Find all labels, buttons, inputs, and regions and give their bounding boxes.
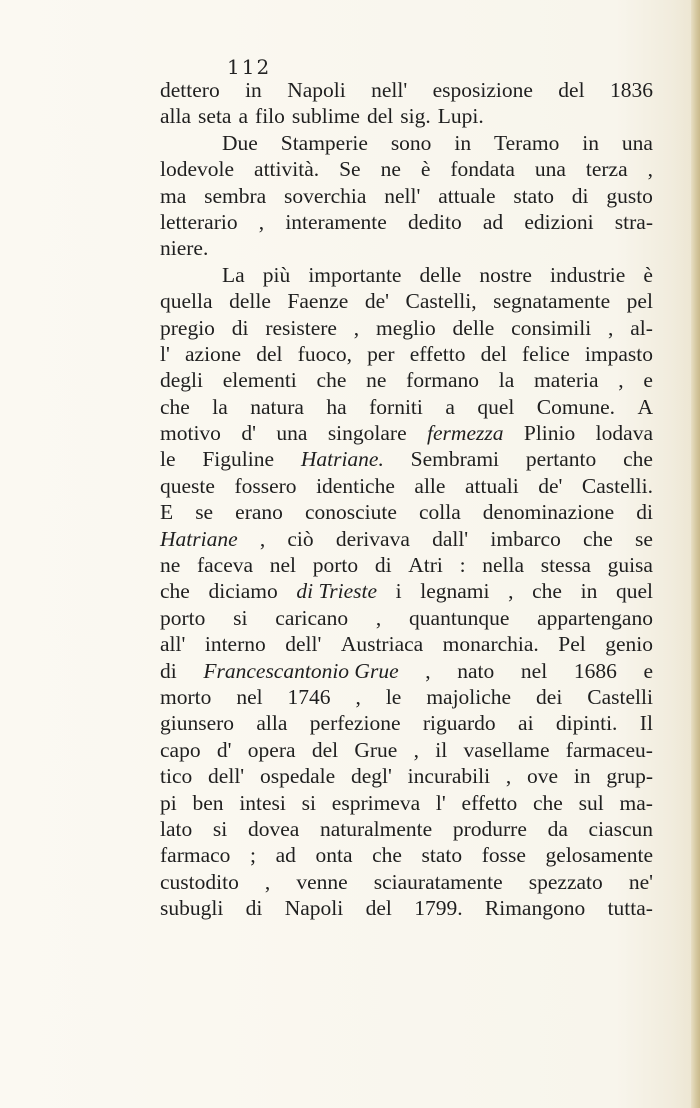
word: fosse [481, 843, 526, 868]
word: 1686 [573, 658, 617, 683]
word: ove [527, 764, 559, 789]
word: , [618, 368, 624, 393]
word: dedito [407, 209, 462, 234]
word: quella [160, 289, 213, 314]
word: dettero [160, 78, 220, 102]
word: imbarco [490, 526, 561, 551]
word: alla [256, 711, 288, 736]
word: attuale [438, 183, 496, 208]
text-line [160, 552, 653, 578]
word: grup- [606, 764, 653, 789]
word: dipinti. [555, 711, 618, 736]
word: in [580, 579, 598, 604]
word: majoliche [426, 684, 512, 709]
word: ne [366, 368, 387, 393]
word: lato [160, 816, 193, 841]
word: Due [222, 130, 258, 155]
word: che [583, 526, 613, 551]
word: che [533, 790, 563, 815]
text-line [160, 394, 653, 420]
word: la [498, 368, 515, 393]
word: denominazione [482, 500, 615, 525]
word: A [637, 394, 653, 419]
word: sul [578, 790, 604, 815]
word: Castelli [587, 684, 653, 709]
word: sublime [291, 104, 360, 129]
text-line [160, 420, 653, 446]
word: stato [421, 843, 463, 868]
word: del [365, 896, 392, 921]
word: tico [160, 764, 193, 789]
word: resistere [265, 315, 337, 340]
word: esposizione [432, 78, 533, 102]
word: sembra [204, 183, 267, 208]
word: ad [482, 209, 504, 234]
word: d' [241, 421, 256, 446]
word: venne [296, 869, 348, 894]
word: opera [247, 737, 296, 762]
word: ne' [628, 869, 653, 894]
word: Plinio [523, 421, 576, 446]
word: le [160, 447, 176, 472]
word: delle [452, 315, 495, 340]
word: fondata [450, 157, 515, 182]
word: Grue [354, 737, 398, 762]
word: ne [160, 553, 181, 578]
text-line [160, 605, 653, 631]
word: terza [585, 157, 628, 182]
word: caricano [275, 605, 349, 630]
word: dell' [208, 764, 245, 789]
text-line [160, 315, 653, 341]
word: attuali [464, 473, 519, 498]
word: ma [160, 183, 187, 208]
word: dei [536, 684, 563, 709]
word: degli [160, 368, 203, 393]
word: che [160, 394, 190, 419]
page-edge [691, 0, 700, 1108]
word: ne [380, 157, 401, 182]
word: , [375, 605, 382, 630]
word: i [395, 579, 402, 604]
word: ciascun [588, 816, 653, 841]
word: Napoli [287, 78, 346, 102]
italic-word: fermezza [427, 421, 504, 446]
italic-word: Hatriane [160, 526, 238, 551]
word: interno [204, 632, 266, 657]
word: degl' [350, 764, 392, 789]
word: lodevole [160, 157, 235, 182]
word: farmaceu- [565, 737, 653, 762]
word [296, 578, 377, 604]
word: del [558, 78, 585, 102]
word: è [420, 157, 431, 182]
word: sono [390, 130, 432, 155]
word: natura [250, 394, 304, 419]
word: Teramo [493, 130, 560, 155]
word: Austriaca [340, 632, 424, 657]
word [160, 526, 238, 552]
word: si [233, 605, 248, 630]
word: meglio [376, 315, 436, 340]
word: perfezione [309, 711, 401, 736]
text-line [160, 526, 653, 552]
word: : [459, 553, 466, 578]
word: in [245, 78, 262, 102]
word: nell' [371, 78, 408, 102]
word: nel [269, 553, 297, 578]
text-line [160, 341, 653, 367]
text-line [160, 737, 653, 763]
word: del [311, 737, 339, 762]
text-line [160, 473, 653, 499]
word: che [316, 368, 347, 393]
word: del [366, 104, 394, 129]
word: ben [192, 790, 224, 815]
word: impasto [584, 341, 653, 366]
word: filo [255, 104, 285, 129]
word [301, 446, 384, 472]
word: Faenze [287, 289, 349, 314]
word: subugli [160, 896, 224, 921]
word: , [264, 869, 271, 894]
word: , [505, 764, 512, 789]
text-line [160, 790, 653, 816]
word: genio [605, 632, 653, 657]
word: conosciute [304, 500, 397, 525]
word [427, 420, 503, 446]
word: motivo [160, 421, 221, 446]
word: pertanto [525, 447, 597, 472]
word: a [445, 394, 455, 419]
word: importante [308, 262, 402, 287]
word: è [643, 262, 653, 287]
italic-word: di Trieste [296, 579, 377, 604]
word: Castelli. [581, 473, 653, 498]
word: che [623, 447, 653, 472]
word: intesi [239, 790, 286, 815]
word: pel [626, 289, 653, 314]
word: del [256, 341, 283, 366]
word: Figuline [202, 447, 275, 472]
word: produrre [452, 816, 527, 841]
word: Lupi. [437, 104, 484, 129]
word: Il [639, 711, 653, 736]
word: quantunque [409, 605, 510, 630]
word: gelosamente [545, 843, 653, 868]
word: de' [364, 289, 389, 314]
text-line [160, 235, 653, 261]
word: singolare [327, 421, 407, 446]
text-line [160, 816, 653, 842]
italic-word: Hatriane. [300, 447, 384, 472]
word: pregio [160, 315, 215, 340]
word: di [571, 183, 589, 208]
word: seta [198, 104, 232, 129]
text-line [160, 156, 653, 182]
word: dell' [285, 632, 322, 657]
word: esprimeva [331, 790, 421, 815]
word: ha [326, 394, 347, 419]
word: consimili [511, 315, 592, 340]
word: niere. [160, 236, 209, 261]
word: d' [216, 737, 232, 762]
text-line [160, 130, 653, 156]
word: Napoli [284, 896, 344, 921]
word: giunsero [160, 711, 235, 736]
word: di [160, 658, 177, 683]
word: tutta- [607, 896, 653, 921]
word: soverchia [284, 183, 367, 208]
word: , [259, 526, 266, 551]
word: ospedale [259, 764, 336, 789]
word: e [643, 658, 653, 683]
word: attività. [254, 157, 320, 182]
word: le [385, 684, 402, 709]
word: queste [160, 473, 215, 498]
word: forniti [369, 394, 423, 419]
word: che [160, 579, 190, 604]
text-line [160, 763, 653, 789]
word: ai [518, 711, 534, 736]
word: alle [414, 473, 446, 498]
word: diciamo [208, 579, 278, 604]
word: stra- [614, 209, 653, 234]
word: identiche [316, 473, 395, 498]
word: lodava [595, 421, 653, 446]
word: azione [185, 341, 242, 366]
word: E [160, 500, 174, 525]
word: , [608, 315, 614, 340]
word: , [355, 684, 361, 709]
word: stato [513, 183, 554, 208]
word: , [353, 315, 360, 340]
word: l' [435, 790, 446, 815]
word: per [367, 341, 395, 366]
word: industrie [550, 262, 626, 287]
word: spezzato [528, 869, 603, 894]
word: naturalmente [319, 816, 433, 841]
word: di [636, 500, 653, 525]
word: all' [160, 632, 186, 657]
word: pi [160, 790, 177, 815]
text-line [160, 842, 653, 868]
word: in [573, 764, 591, 789]
word: nel [520, 658, 548, 683]
word: incurabili [407, 764, 491, 789]
word: alla [160, 104, 192, 129]
word: appartengano [537, 605, 653, 630]
word: dall' [432, 526, 469, 551]
word: de' [538, 473, 563, 498]
body-text [160, 77, 653, 922]
word: onta [315, 843, 353, 868]
text-line [160, 578, 653, 604]
word: 1836 [609, 78, 653, 102]
word: capo [160, 737, 201, 762]
word: morto [160, 684, 212, 709]
word: sig. [400, 104, 431, 129]
word: stessa [540, 553, 591, 578]
italic-word: Francescantonio Grue [203, 658, 399, 683]
word: il [435, 737, 448, 762]
word: felice [522, 341, 570, 366]
word: sciauratamente [373, 869, 503, 894]
word: , [647, 157, 653, 182]
word: ad [275, 843, 296, 868]
word: ciò [287, 526, 314, 551]
word: interamente [285, 209, 387, 234]
word: , [413, 737, 420, 762]
word: in [454, 130, 472, 155]
word: segnatamente [493, 289, 611, 314]
word: ; [250, 843, 256, 868]
page-number: 112 [227, 55, 272, 79]
word: se [195, 500, 214, 525]
word: , [425, 658, 431, 683]
word: che [372, 843, 402, 868]
word: nell' [384, 183, 421, 208]
word: effetto [409, 341, 466, 366]
word: custodito [160, 869, 239, 894]
word: Comune. [536, 394, 616, 419]
word: La [222, 262, 245, 287]
word: monarchia. [442, 632, 539, 657]
text-line [160, 684, 653, 710]
word: in [582, 130, 599, 155]
text-line [160, 103, 653, 129]
word: a [238, 104, 249, 129]
word: letterario [160, 209, 238, 234]
word: delle [419, 262, 462, 287]
word: una [534, 157, 566, 182]
word: faceva [196, 553, 254, 578]
word: fossero [234, 473, 297, 498]
word: più [262, 262, 291, 287]
word: derivava [335, 526, 410, 551]
word: Rimangono [484, 896, 586, 921]
word: riguardo [422, 711, 496, 736]
text-line [160, 631, 653, 657]
word: nella [482, 553, 525, 578]
word: edizioni [524, 209, 594, 234]
word: effetto [461, 790, 518, 815]
word: delle [229, 289, 271, 314]
text-line [160, 77, 653, 103]
word: si [212, 816, 228, 841]
word [203, 658, 398, 684]
word: e [643, 368, 653, 393]
word: , [508, 579, 514, 604]
word: una [621, 130, 653, 155]
word: ma- [619, 790, 653, 815]
word: se [635, 526, 653, 551]
word: , [258, 209, 265, 234]
word: al- [630, 315, 653, 340]
word: vasellame [463, 737, 550, 762]
word: si [301, 790, 317, 815]
word: Stamperie [280, 130, 368, 155]
text-line [160, 209, 653, 235]
word: 1799. [414, 896, 463, 921]
text-line [160, 367, 653, 393]
word: l' [160, 341, 170, 366]
word: Castelli, [405, 289, 477, 314]
text-line [160, 183, 653, 209]
word: la [212, 394, 228, 419]
text-line [160, 499, 653, 525]
word: farmaco [160, 843, 231, 868]
text-line [160, 658, 653, 684]
word: gusto [606, 183, 653, 208]
text-line [160, 288, 653, 314]
word: materia [534, 368, 599, 393]
word: colla [418, 500, 461, 525]
text-line [160, 869, 653, 895]
word: erano [235, 500, 283, 525]
text-line [160, 262, 653, 288]
word: una [276, 421, 308, 446]
word: elementi [222, 368, 297, 393]
word: nostre [479, 262, 532, 287]
word: guisa [607, 553, 653, 578]
word: del [480, 341, 507, 366]
word: nato [457, 658, 495, 683]
text-line [160, 895, 653, 921]
word: di [231, 315, 249, 340]
word: dovea [247, 816, 300, 841]
word: da [547, 816, 568, 841]
word: di [245, 896, 263, 921]
text-line [160, 710, 653, 736]
word: porto [160, 605, 206, 630]
word: fuoco, [297, 341, 352, 366]
word: che [532, 579, 562, 604]
word: Sembrami [410, 447, 500, 472]
word: Pel [558, 632, 586, 657]
text-line [160, 446, 653, 472]
word: Atri [408, 553, 443, 578]
word: di [374, 553, 392, 578]
word: porto [312, 553, 359, 578]
word: legnami [420, 579, 490, 604]
word: formano [406, 368, 480, 393]
word: nel [236, 684, 263, 709]
word: quel [477, 394, 515, 419]
word: quel [615, 579, 653, 604]
word: Se [339, 157, 361, 182]
word: 1746 [287, 684, 331, 709]
